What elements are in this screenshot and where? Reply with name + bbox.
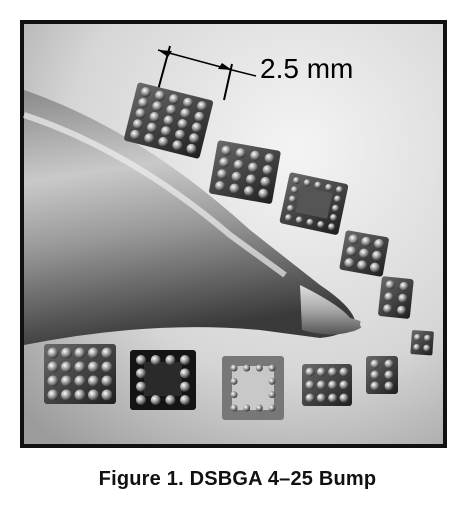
chip-2x3 [378,276,414,319]
dimension-label: 2.5 mm [260,53,354,84]
chip-3x3 [339,230,389,277]
chip-bottom-5x5 [44,344,116,404]
dsbga-photo [20,20,447,448]
chip-4x4 [209,140,281,204]
chip-bottom-3x3 [366,356,398,394]
chip-bottom-dark [130,350,196,410]
chip-bottom-light [222,356,284,420]
photo-frame [20,20,447,448]
chip-bottom-4x4 [302,364,352,406]
figure-caption: Figure 1. DSBGA 4–25 Bump [98,468,377,490]
chip-2x2 [410,330,434,355]
